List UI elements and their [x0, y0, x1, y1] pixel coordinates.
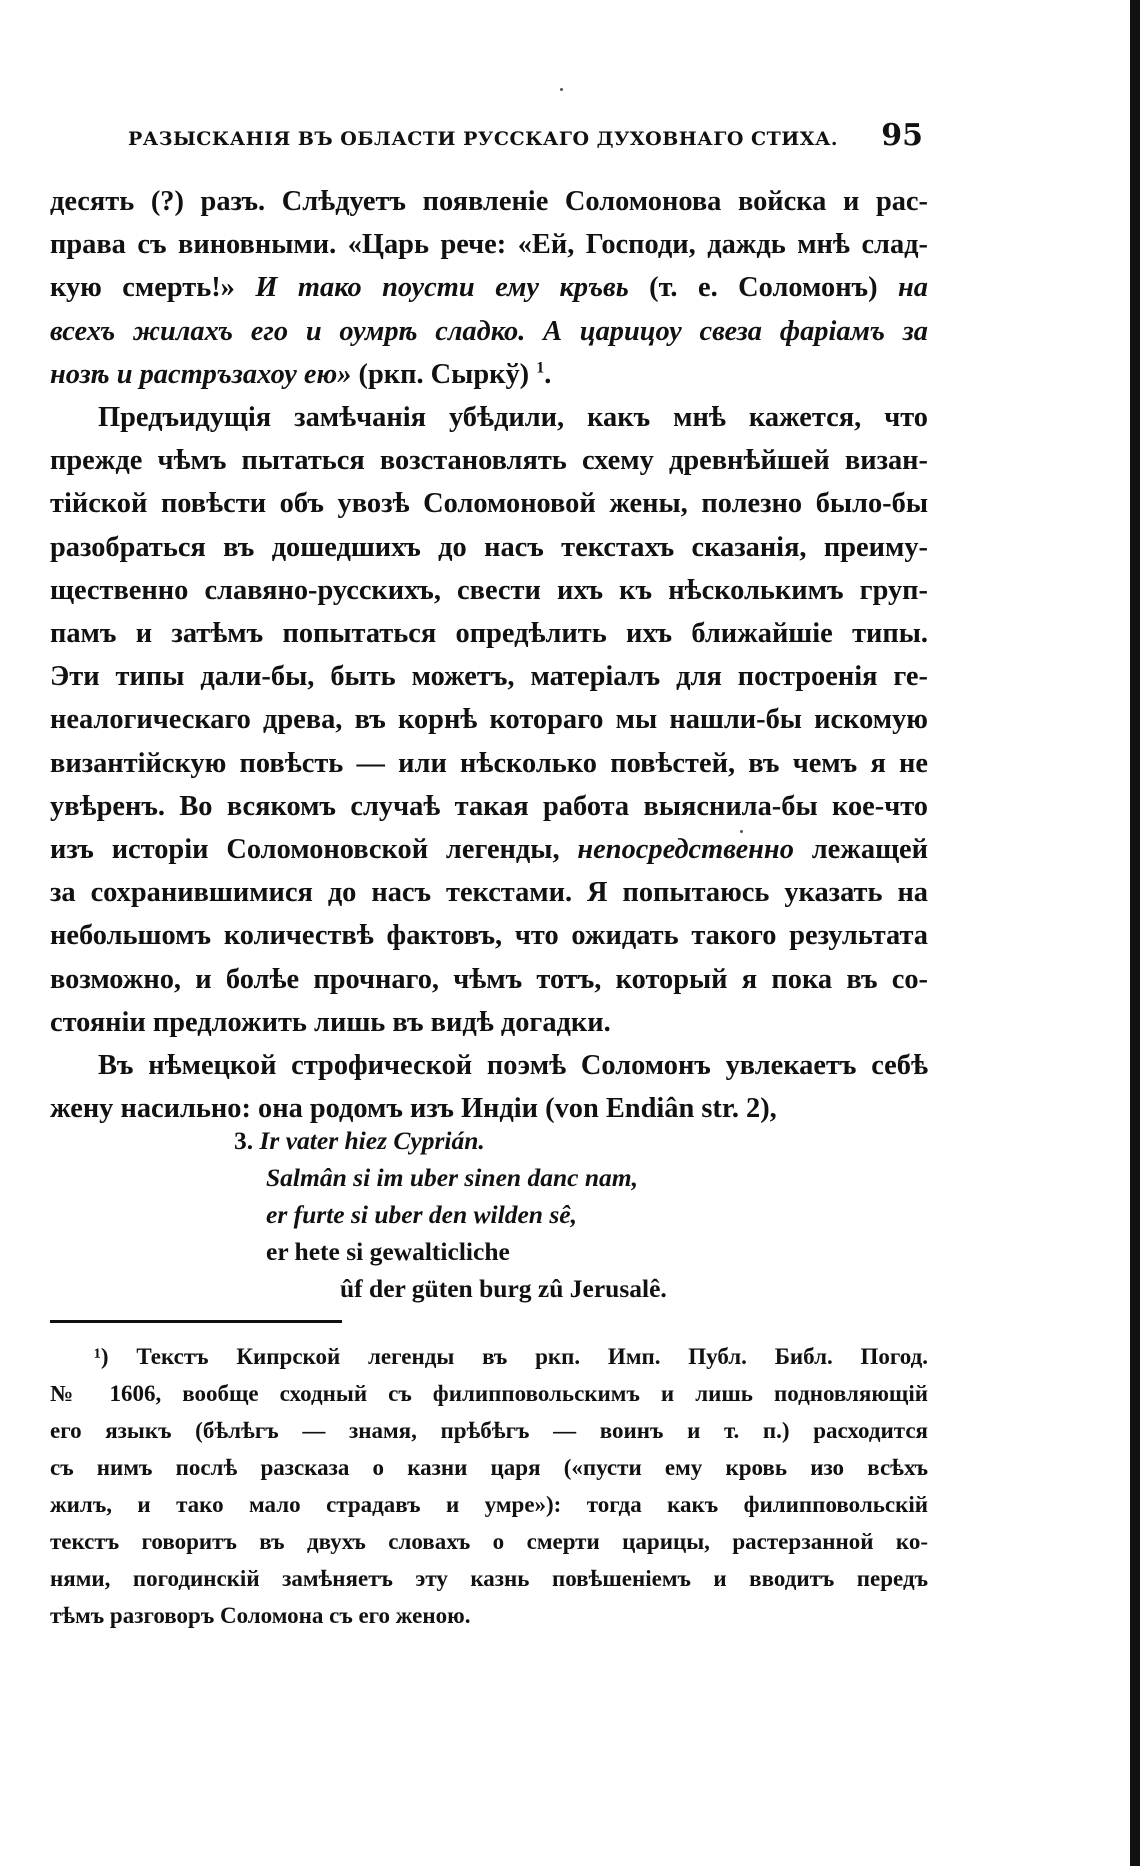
scan-border [1130, 0, 1140, 1866]
page-number: 95 [881, 118, 923, 153]
italic-text: на [898, 272, 928, 304]
footnote-line: нями, погодинскій замѣняетъ эту казнь повѣшеніемъ и вводитъ передъ [50, 1566, 928, 1591]
text-line: неалогическаго древа, въ корнѣ котораго мы нашли-бы искомую [50, 704, 928, 736]
text-line: разобраться въ дошедшихъ до насъ текстахъ сказанія, преиму- [50, 531, 928, 563]
running-header [128, 118, 923, 153]
paragraph [50, 396, 928, 1044]
verse-line: er hete si gewalticliche [266, 1237, 510, 1266]
text-line: небольшомъ количествѣ фактовъ, что ожидать такого результата [50, 920, 928, 952]
text-line: прежде чѣмъ пытаться возстановлять схему древнѣйшей визан- [50, 445, 928, 477]
text-line: десять (?) разъ. Слѣдуетъ появленіе Соломонова войска и рас- [50, 186, 928, 217]
verse-line: ûf der güten burg zû Jerusalê. [340, 1274, 667, 1303]
footnote-line: ¹) Текстъ Кипрской легенды въ ркп. Имп. Публ. Библ. Погод. [94, 1344, 928, 1369]
text-line: щественно славяно-русскихъ, свести ихъ къ нѣсколькимъ груп- [50, 574, 928, 606]
italic-text: Salmân si im uber sinen danc nam, [266, 1163, 638, 1192]
text-line: нозѣ и растръзахоу ею» (ркп. Сыркў) $^1$. [50, 358, 552, 390]
paragraph [50, 1044, 928, 1130]
text-line: возможно, и болѣе прочнаго, чѣмъ тотъ, который я пока въ со- [50, 963, 928, 995]
scan-speck [560, 88, 563, 91]
text-line: византійскую повѣсть — или нѣсколько повѣстей, въ чемъ я не [50, 747, 928, 779]
running-title: РАЗЫСКАНІЯ ВЪ ОБЛАСТИ РУССКАГО ДУХОВНАГО СТИХА. [128, 128, 839, 150]
italic-text: непосредственно [577, 834, 794, 866]
text-line: за сохранившимися до насъ текстами. Я попытаюсь указать на [50, 877, 928, 909]
text-line: жену насильно: она родомъ изъ Индіи (von Endiân str. 2), [50, 1093, 777, 1125]
verse-line: 3. Ir vater hiez Cyprián. [234, 1126, 485, 1155]
footnote-reference: 1 [536, 359, 545, 377]
text-line: права съ виновными. «Царь рече: «Ей, Господи, даждь мнѣ слад- [50, 229, 928, 261]
verse-line [234, 1196, 794, 1233]
text-line: увѣренъ. Во всякомъ случаѣ такая работа выяснила-бы кое-что [50, 790, 928, 822]
footnote-line: тѣмъ разговоръ Соломона съ его женою. [50, 1603, 471, 1628]
footnote-line: его языкъ (бѣлѣгъ — знамя, прѣбѣгъ — воинъ и т. п.) расходится [50, 1418, 928, 1443]
text-line: изъ исторіи Соломоновской легенды, непосредственно лежащей [50, 834, 928, 866]
paragraph [50, 180, 928, 396]
text-line: тійской повѣсти объ увозѣ Соломоновой жены, полезно было-бы [50, 488, 928, 520]
footnote-divider [50, 1320, 342, 1323]
text-line [50, 310, 928, 353]
italic-text: нозѣ и растръзахоу ею» [50, 358, 352, 390]
italic-text: er furte si uber den wilden sê, [266, 1200, 577, 1229]
footnote-line: съ нимъ послѣ разсказа о казни царя («пусти ему кровь изо всѣхъ [50, 1455, 928, 1480]
italic-text: Ir vater hiez Cyprián. [259, 1126, 485, 1155]
footnotes [50, 1338, 928, 1634]
text-line: стояніи предложить лишь въ видѣ догадки. [50, 1006, 611, 1038]
text-line: Въ нѣмецкой строфической поэмѣ Соломонъ увлекаетъ себѣ [98, 1050, 928, 1082]
footnote-line: № 1606, вообще сходный съ филипповольскимъ и лишь подновляющій [50, 1381, 928, 1406]
text-line: Эти типы дали-бы, быть можетъ, матеріалъ для построенія ге- [50, 661, 928, 693]
main-text [50, 180, 928, 1130]
verse-line [234, 1159, 794, 1196]
verse-quote [234, 1122, 794, 1307]
italic-text: И тако поусти ему кръвь [255, 272, 629, 304]
footnote-line: текстъ говоритъ въ двухъ словахъ о смерти царицы, растерзанной ко- [50, 1529, 928, 1554]
italic-text: всехъ жилахъ его и оумрѣ сладко. А царицоу свеза фаріамъ за [50, 315, 928, 347]
text-line: кую смерть!» И тако поусти ему кръвь (т. е. Соломонъ) на [50, 272, 928, 304]
footnote-line: жилъ, и тако мало страдавъ и умре»): тогда какъ филипповольскій [50, 1492, 928, 1517]
text-line: памъ и затѣмъ попытаться опредѣлить ихъ ближайшіе типы. [50, 618, 928, 650]
text-line: Предъидущія замѣчанія убѣдили, какъ мнѣ кажется, что [98, 402, 928, 434]
